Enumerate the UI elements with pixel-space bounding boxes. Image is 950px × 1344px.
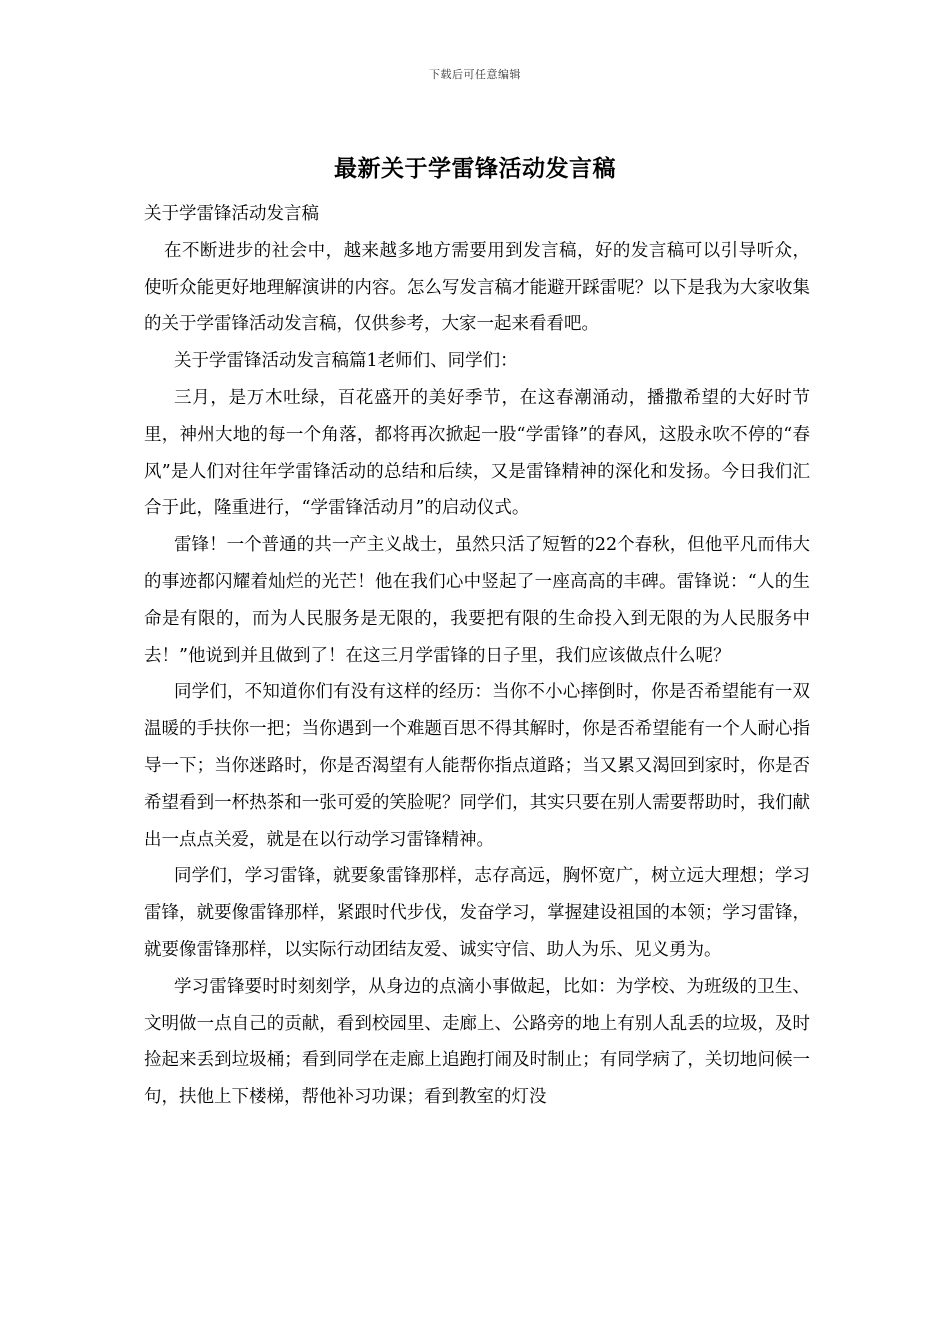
body-paragraph: 同学们，不知道你们有没有这样的经历：当你不小心摔倒时，你是否希望能有一双温暖的手扶你一把；当你遇到一个难题百思不得其解时，你是否希望能有一个人耐心指导一下；当你迷路时，你是否渴望有人能帮你指点道路；当又累又渴回到家时，你是否希望看到一杯热茶和一张可爱的笑脸呢？同学们，其实只要在别人需要帮助时，我们献出一点点关爱，就是在以行动学习雷锋精神。 bbox=[144, 682, 810, 850]
body-paragraph: 学习雷锋要时时刻刻学，从身边的点滴小事做起，比如：为学校、为班级的卫生、文明做一点自己的贡献，看到校园里、走廊上、公路旁的地上有别人乱丢的垃圾，及时捡起来丢到垃圾桶；看到同学在走廊上追跑打闹及时制止；有同学病了，关切地问候一句，扶他上下楼梯，帮他补习功课；看到教室的灯没 bbox=[144, 976, 810, 1108]
header-note: 下载后可任意编辑 bbox=[429, 68, 521, 81]
subtitle-paragraph: 关于学雷锋活动发言稿 bbox=[144, 204, 319, 224]
body-paragraph: 同学们，学习雷锋，就要象雷锋那样，志存高远，胸怀宽广，树立远大理想；学习雷锋，就要像雷锋那样，紧跟时代步伐，发奋学习，掌握建设祖国的本领；学习雷锋，就要像雷锋那样，以实际行动团结友爱、诚实守信、助人为乐、见义勇为。 bbox=[144, 866, 810, 960]
document-title: 最新关于学雷锋活动发言稿 bbox=[334, 155, 616, 182]
intro-paragraph: 在不断进步的社会中，越来越多地方需要用到发言稿，好的发言稿可以引导听众，使听众能更好地理解演讲的内容。怎么写发言稿才能避开踩雷呢？以下是我为大家收集的关于学雷锋活动发言稿，仅供参考，大家一起来看看吧。 bbox=[144, 240, 810, 335]
document-body bbox=[144, 196, 810, 1116]
speech-heading-paragraph: 关于学雷锋活动发言稿篇1老师们、同学们： bbox=[174, 351, 518, 372]
body-paragraph: 三月，是万木吐绿，百花盛开的美好季节，在这春潮涌动，播撒希望的大好时节里，神州大地的每一个角落，都将再次掀起一股“学雷锋”的春风，这股永吹不停的“春风”是人们对往年学雷锋活动的总结和后续，又是雷锋精神的深化和发扬。今日我们汇合于此，隆重进行，“学雷锋活动月”的启动仪式。 bbox=[144, 387, 810, 519]
body-paragraph: 雷锋！一个普通的共一产主义战士，虽然只活了短暂的22个春秋，但他平凡而伟大的事迹都闪耀着灿烂的光芒！他在我们心中竖起了一座高高的丰碑。雷锋说：“人的生命是有限的，而为人民服务是无限的，我要把有限的生命投入到无限的为人民服务中去！”他说到并且做到了！在这三月学雷锋的日子里，我们应该做点什么呢？ bbox=[144, 535, 810, 666]
